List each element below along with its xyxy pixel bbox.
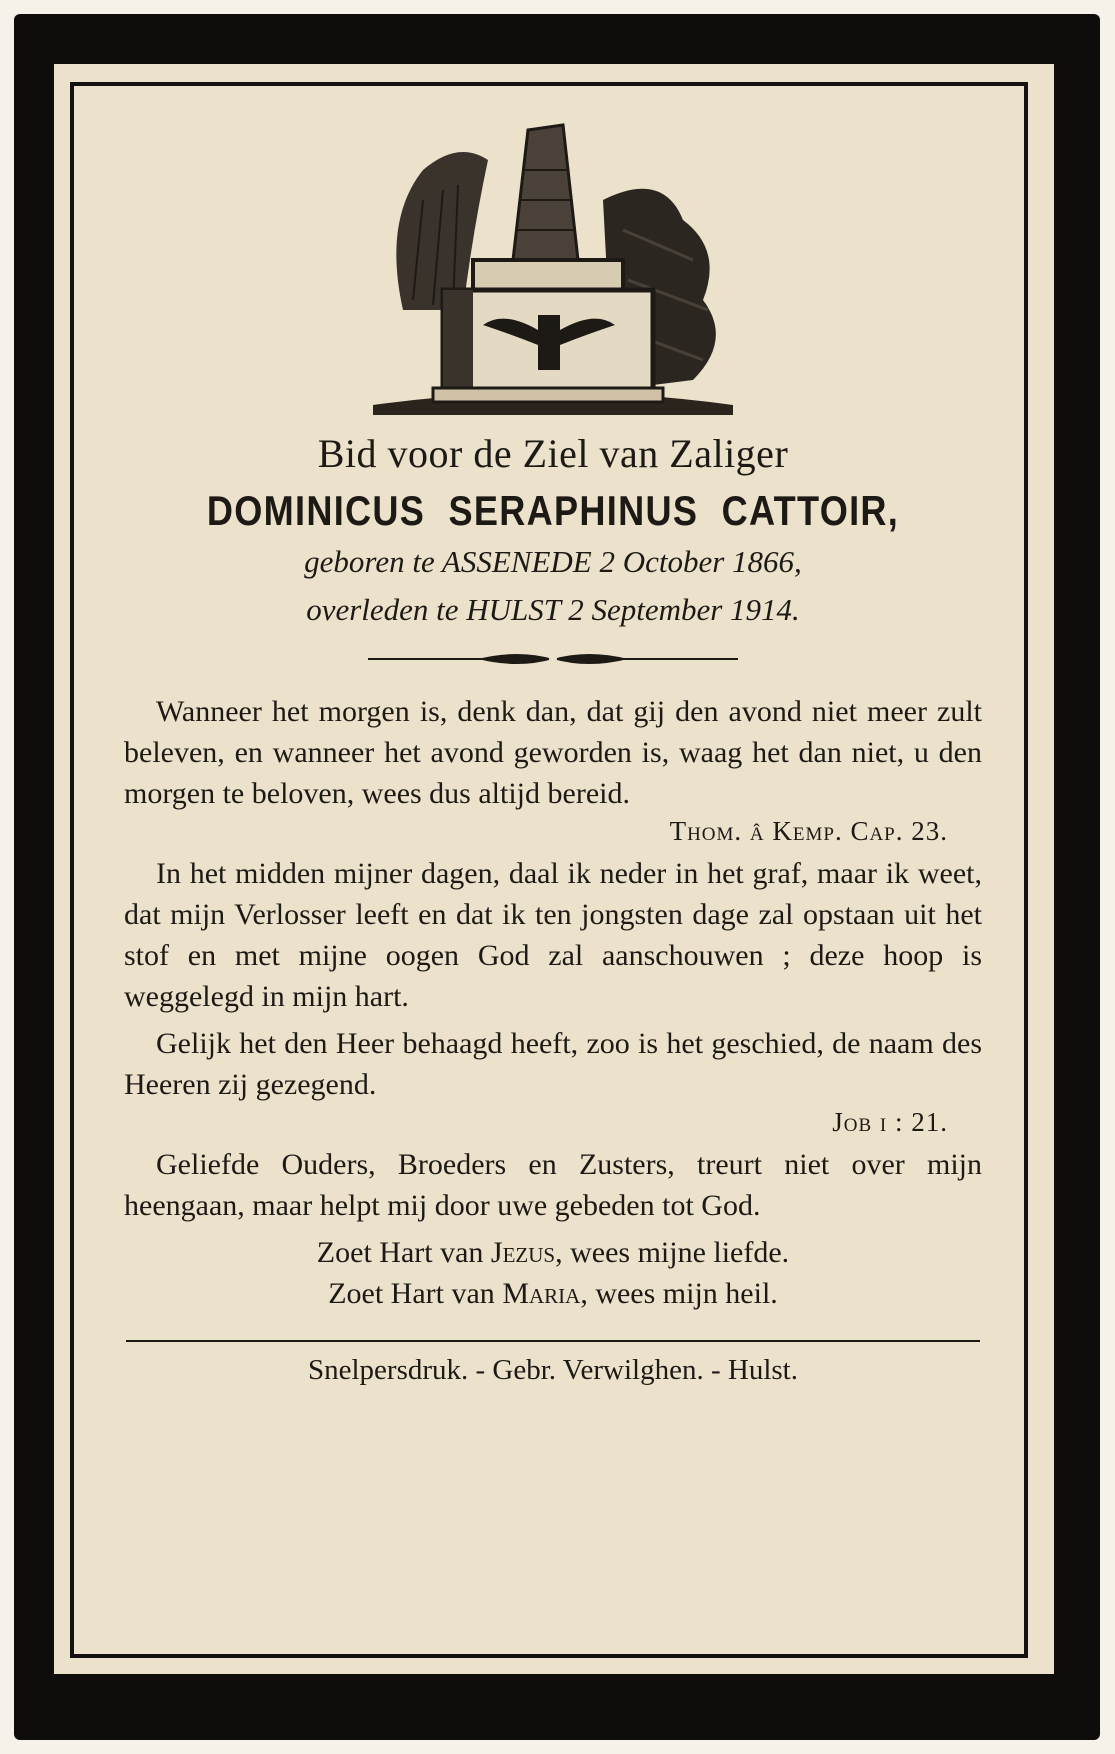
quote-paragraph-2: In het midden mijner dagen, daal ik neder in het graf, maar ik weet, dat mijn Verlosser leeft en dat ik ten jongsten dage zal opstaan uit het stof en met mijne oogen God zal aanschouwen ; deze hoop is weggelegd in mijn hart. <box>124 857 982 1013</box>
citation-kempis: Thom. â Kemp. Cap. 23. <box>669 816 948 846</box>
citation-job: Job i : 21. <box>832 1107 948 1137</box>
printer-credit: Snelpersdruk. - Gebr. Verwilghen. - Hulst. <box>308 1354 798 1386</box>
deceased-name: DOMINICUS SERAPHINUS CATTOIR, <box>206 487 900 534</box>
death-line: overleden te HULST 2 September 1914. <box>306 592 800 627</box>
invocation-jesus: Zoet Hart van Jezus, wees mijne liefde. <box>316 1236 790 1269</box>
farewell-paragraph: Geliefde Ouders, Broeders en Zusters, treurt niet over mijn heengaan, maar helpt mij door uwe gebeden tot God. <box>124 1148 982 1222</box>
card-content <box>118 100 988 1387</box>
footer-rule <box>126 1340 980 1342</box>
quote-paragraph-3: Gelijk het den Heer behaagd heeft, zoo is het geschied, de naam des Heeren zij gezegend. <box>124 1027 982 1101</box>
prayer-heading: Bid voor de Ziel van Zaliger <box>317 431 789 476</box>
invocation-maria: Zoet Hart van Maria, wees mijn heil. <box>328 1277 778 1310</box>
quote-paragraph-1: Wanneer het morgen is, denk dan, dat gij den avond niet meer zult beleven, en wanneer het avond geworden is, waag het dan niet, u den morgen te beloven, wees dus altijd bereid. <box>124 695 982 810</box>
ornament-divider-icon <box>368 649 738 669</box>
tombstone-vignette-icon <box>363 110 743 420</box>
birth-line: geboren te ASSENEDE 2 October 1866, <box>304 544 802 579</box>
